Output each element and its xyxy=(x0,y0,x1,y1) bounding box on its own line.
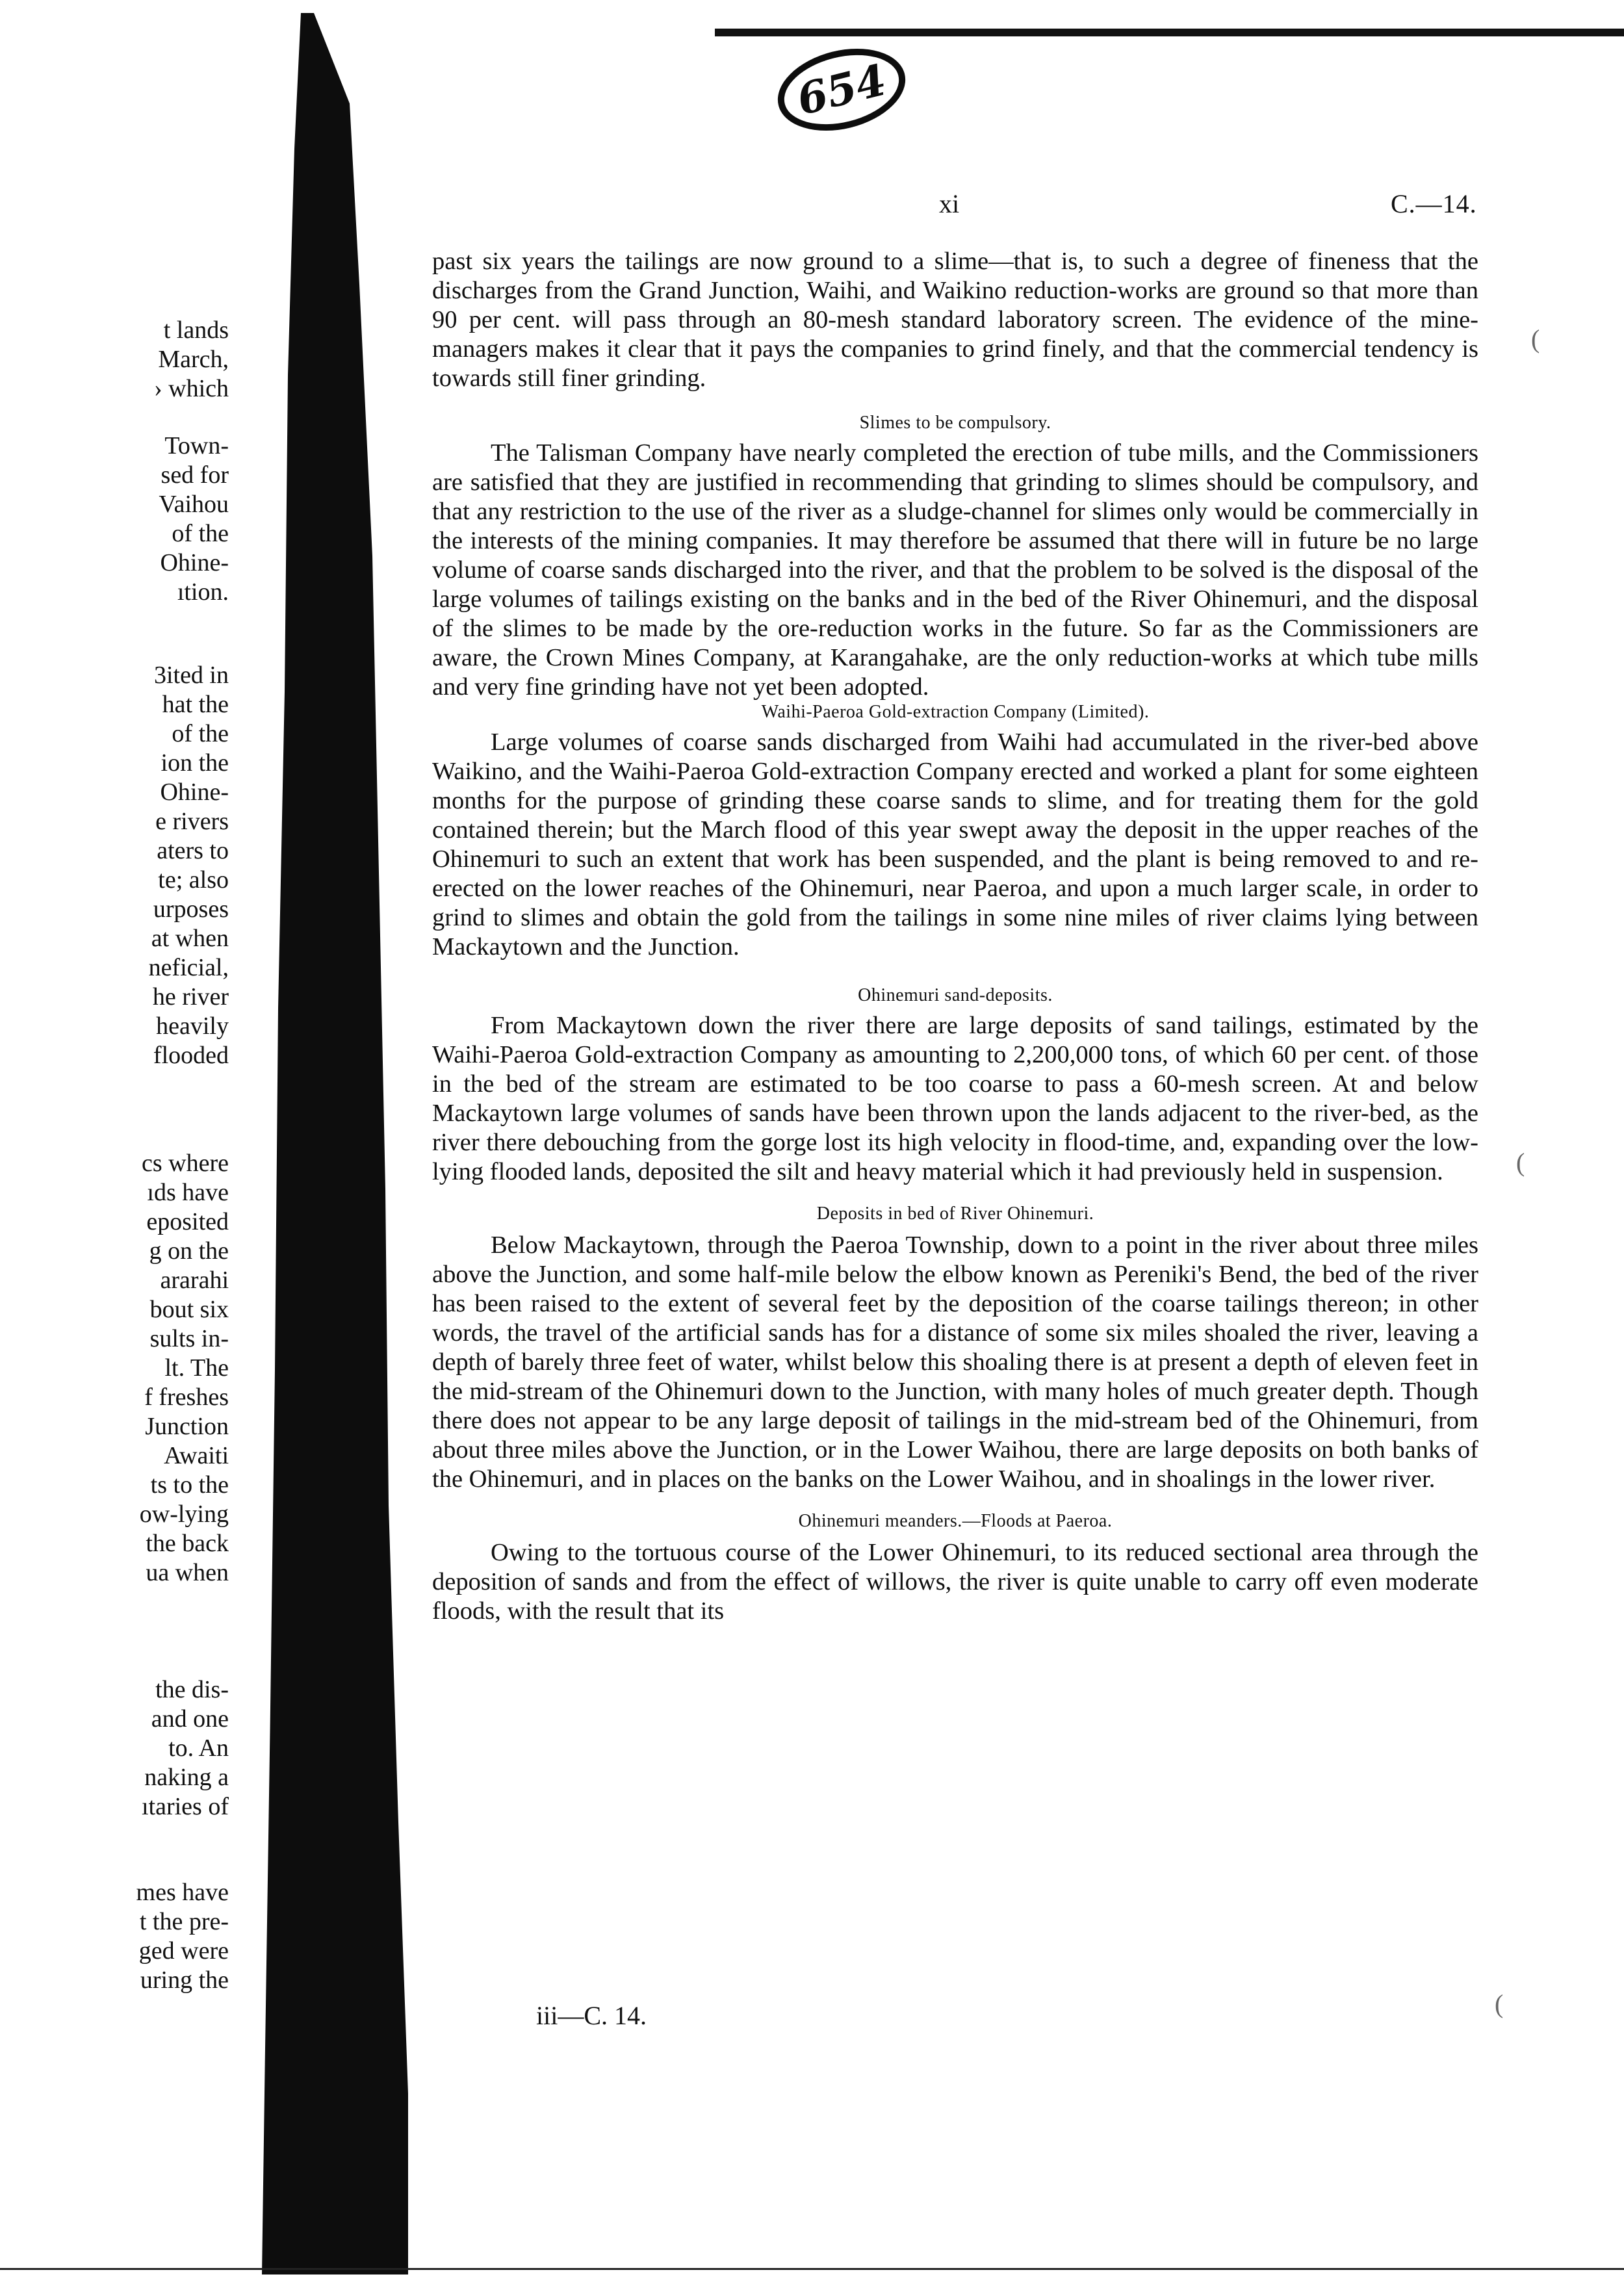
left-fragment-line: lt. The xyxy=(164,1354,229,1382)
left-fragment-line: uring the xyxy=(140,1966,229,1994)
left-fragment-line: ıtion. xyxy=(177,578,229,606)
left-fragment-line: Vaihou xyxy=(159,491,229,518)
bottom-rule xyxy=(0,2268,1624,2270)
left-fragment-line: March, xyxy=(158,346,229,373)
left-fragment-line: ow-lying xyxy=(139,1501,229,1528)
left-fragment-line: urposes xyxy=(153,896,229,923)
page-number: xi xyxy=(939,189,960,218)
section-paragraph-sand-deposits: From Mackaytown down the river there are large deposits of sand tailings, estimated by the Waihi-Paeroa Gold-extraction Company as amounting to 2,200,000 tons, of which 60 per cent. of those in the bed of the stream are estimated to be too coarse to pass a 60-mesh screen. At and below Mackaytown large volumes of sands have been thrown upon the lands adjacent to the river-bed, as the river there debouching from the gorge lost its high velocity in flood-time, and, expanding over the low-lying flooded lands, deposited the silt and heavy material which it had previously held in suspension. xyxy=(432,1012,1478,1185)
left-fragment-line: sed for xyxy=(161,461,229,489)
left-fragment-line: aters to xyxy=(157,837,229,864)
top-rule xyxy=(715,29,1624,36)
intro-paragraph: past six years the tailings are now ground to a slime—that is, to such a degree of fineness that the discharges from the Grand Junction, Waihi, and Waikino reduction-works are ground so that more than 90 per cent. will pass through an 80-mesh standard laboratory screen. The evidence of the mine-managers makes it clear that it pays the companies to grind finely, and that the commercial tendency is towards still finer grinding. xyxy=(432,248,1478,392)
left-fragment-line: ion the xyxy=(161,749,229,777)
left-fragment-line: he river xyxy=(152,983,229,1011)
left-fragment-line: cs where xyxy=(142,1150,229,1177)
left-fragment-line: the dis- xyxy=(155,1676,229,1703)
left-fragment-line: te; also xyxy=(158,866,229,894)
section-paragraph-slimes: The Talisman Company have nearly completed the erection of tube mills, and the Commissioners are satisfied that they are justified in recommending that grinding to slimes should be compulsory, and that any restriction to the use of the river as a sludge-channel for slimes only would be commercially in the interests of the mining companies. It may therefore be assumed that there will in future be no large volume of coarse sands discharged into the river, and that the problem to be solved is the disposal of the large volumes of tailings existing on the banks and in the bed of the River Ohinemuri, and the disposal of the slimes to be made by the ore-reduction works in the future. So far as the Commissioners are aware, the Crown Mines Company, at Karangahake, are the only reduction-works at which tube mills and very fine grinding have not yet been adopted. xyxy=(432,439,1478,701)
left-fragment-line: ararahi xyxy=(160,1267,229,1294)
left-fragment-line: 3ited in xyxy=(153,662,229,689)
left-fragment-line: ua when xyxy=(146,1559,229,1586)
document-reference: C.—14. xyxy=(1391,189,1477,218)
margin-bracket-mark: ( xyxy=(1495,1989,1504,2018)
left-fragment-line: flooded xyxy=(153,1042,229,1069)
section-heading-meanders: Ohinemuri meanders.—Floods at Paeroa. xyxy=(798,1511,1113,1531)
left-fragment-line: heavily xyxy=(156,1012,229,1040)
left-fragment-line: at when xyxy=(151,925,229,952)
binding-shadow xyxy=(259,13,421,2275)
section-heading-waihi-paeroa: Waihi-Paeroa Gold-extraction Company (Limited). xyxy=(761,702,1150,722)
left-fragment-line: of the xyxy=(172,720,229,747)
left-fragment-line: eposited xyxy=(146,1208,229,1235)
left-fragment-line: of the xyxy=(172,520,229,547)
left-fragment-line: ged were xyxy=(138,1937,229,1965)
left-fragment-line: mes have xyxy=(136,1879,229,1906)
section-heading-slimes: Slimes to be compulsory. xyxy=(859,413,1051,433)
left-fragment-line: neficial, xyxy=(148,954,229,981)
main-text-column xyxy=(432,247,1478,1626)
left-fragment-line: f freshes xyxy=(144,1384,229,1411)
left-fragment-line: Junction xyxy=(145,1413,229,1440)
left-fragment-line: ıds have xyxy=(147,1179,229,1206)
page-stamp: 654 xyxy=(769,36,914,144)
left-fragment-line: Awaiti xyxy=(164,1442,229,1469)
left-fragment-line: Ohine- xyxy=(160,549,229,576)
margin-bracket-mark: ( xyxy=(1531,324,1540,354)
left-fragment-line: naking a xyxy=(144,1764,229,1791)
left-fragment-line: hat the xyxy=(162,691,229,718)
left-fragment-line: the back xyxy=(146,1530,229,1557)
left-fragment-line: ıtaries of xyxy=(141,1793,229,1820)
left-fragment-line: Town- xyxy=(164,432,229,459)
signature-mark: iii—C. 14. xyxy=(536,2001,647,2030)
section-heading-sand-deposits: Ohinemuri sand-deposits. xyxy=(858,985,1053,1005)
section-paragraph-meanders: Owing to the tortuous course of the Lower Ohinemuri, to its reduced sectional area through the deposition of sands and from the effect of willows, the river is quite unable to carry off even moderate floods, with the result that its xyxy=(432,1539,1478,1625)
left-fragment-line: Ohine- xyxy=(160,779,229,806)
section-heading-river-bed: Deposits in bed of River Ohinemuri. xyxy=(816,1204,1094,1224)
left-fragment-line: to. An xyxy=(168,1734,229,1762)
left-fragment-line: t the pre- xyxy=(139,1908,229,1935)
left-fragment-line: e rivers xyxy=(155,808,229,835)
left-fragment-line: bout six xyxy=(149,1296,229,1323)
left-fragment-line: ts to the xyxy=(150,1471,229,1499)
section-paragraph-waihi-paeroa: Large volumes of coarse sands discharged from Waihi had accumulated in the river-bed above Waikino, and the Waihi-Paeroa Gold-extraction Company erected and worked a plant for some eighteen months for the purpose of grinding these coarse sands to slime, and for treating them for the gold contained therein; but the March flood of this year swept away the deposit in the upper reaches of the Ohinemuri to such an extent that work has been suspended, and the plant is being removed to and re-erected on the lower reaches of the Ohinemuri, near Paeroa, and upon a much larger scale, in order to grind to slimes and obtain the gold from the tailings in some nine miles of river claims lying between Mackaytown and the Junction. xyxy=(432,728,1478,960)
section-paragraph-river-bed: Below Mackaytown, through the Paeroa Township, down to a point in the river about three miles above the Junction, and some half-mile below the elbow known as Pereniki's Bend, the bed of the river has been raised to the extent of several feet by the deposition of the coarse tailings thereon; in other words, the travel of the artificial sands has for a distance of some six miles shoaled the river, leaving a depth of barely three feet of water, whilst below this shoaling there is at present a depth of eleven feet in the mid-stream of the Ohinemuri down to the Junction, with many holes of much greater depth. Though there does not appear to be any large deposit of tailings in the mid-stream bed of the Ohinemuri, from about three miles above the Junction, or in the Lower Waihou, there are large deposits on both banks of the Ohinemuri, and in places on the banks on the Lower Waihou, and in shoalings in the lower river. xyxy=(432,1231,1478,1493)
left-fragment-line: and one xyxy=(151,1705,229,1733)
left-fragment-line: sults in- xyxy=(149,1325,229,1352)
left-fragment-line: g on the xyxy=(149,1237,229,1265)
margin-bracket-mark: ( xyxy=(1516,1148,1525,1177)
left-fragment-line: › which xyxy=(153,375,229,402)
left-fragment-line: t lands xyxy=(163,316,229,344)
